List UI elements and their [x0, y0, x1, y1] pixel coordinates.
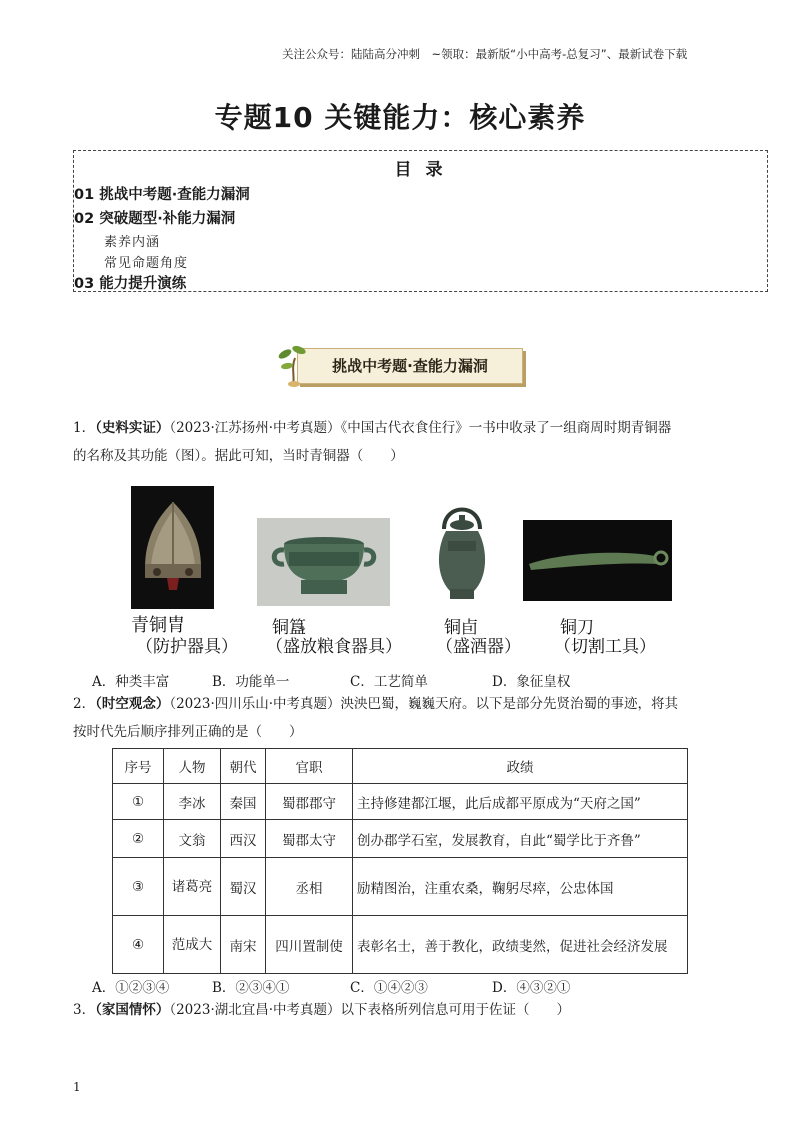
toc-item-num: 03 [74, 276, 95, 292]
question-text: （2023·湖北宜昌·中考真题）以下表格所列信息可用于佐证（ ） [169, 1002, 571, 1018]
question-2-line-1 [73, 690, 723, 718]
header-note: 关注公众号：陆陆高分冲刺 ~领取：最新版“小中高考-总复习”、最新试卷下载 [282, 47, 688, 61]
question-2-line-2: 按时代先后顺序排列正确的是（ ） [73, 724, 303, 740]
toc-subitem-angles[interactable]: 常见命题角度 [104, 256, 189, 271]
q1-option-b[interactable]: B．功能单一 [212, 674, 290, 690]
table-row [113, 784, 688, 820]
table-header-cell: 官职 [266, 749, 353, 784]
question-text: （2023·江苏扬州·中考真题）《中国古代衣食住行》一书中收录了一组商周时期青铜器 [169, 420, 672, 436]
bronze-knife-photo [523, 520, 672, 601]
table-cell: 四川置制使 [266, 916, 353, 974]
artifact-you-name: 铜卣 [444, 618, 478, 638]
toc-item-label: 突破题型·补能力漏洞 [99, 211, 236, 227]
table-row [113, 820, 688, 858]
question-tag: （史料实证） [95, 420, 170, 436]
q1-option-a[interactable]: A．种类丰富 [92, 674, 170, 690]
table-cell: 蜀汉 [221, 858, 266, 916]
question-text: （2023·四川乐山·中考真题）泱泱巴蜀，巍巍天府。以下是部分先贤治蜀的事迹，将其 [169, 696, 679, 712]
question-number: 2． [73, 696, 96, 712]
table-row [113, 916, 688, 974]
bronze-gui-vessel-photo [257, 518, 390, 606]
question-1-line-2: 的名称及其功能（图）。据此可知，当时青铜器（ ） [73, 448, 404, 464]
q2-option-b[interactable]: B．②③④① [212, 980, 290, 996]
toc-subitem-literacy[interactable]: 素养内涵 [104, 235, 161, 250]
governors-table [112, 748, 688, 974]
table-cell: ③ [113, 858, 164, 916]
bronze-helmet-photo [131, 486, 214, 609]
table-cell: ④ [113, 916, 164, 974]
toc-item-01[interactable] [74, 183, 250, 204]
question-tag: （时空观念） [95, 696, 170, 712]
toc-item-label: 挑战中考题·查能力漏洞 [99, 187, 250, 203]
q2-option-a[interactable]: A．①②③④ [92, 980, 170, 996]
table-of-contents [73, 150, 768, 292]
table-header-cell: 人物 [164, 749, 221, 784]
question-tag: （家国情怀） [95, 1002, 170, 1018]
table-cell: ① [113, 784, 164, 820]
question-1-line-1 [73, 414, 723, 442]
q1-option-d[interactable]: D．象征皇权 [492, 674, 571, 690]
toc-item-num: 02 [74, 211, 95, 227]
table-cell: 创办郡学石室，发展教育，自此“蜀学比于齐鲁” [353, 820, 688, 858]
toc-heading: 目 录 [394, 160, 447, 180]
artifact-helmet-name: 青铜胄 [131, 615, 185, 636]
table-cell: 丞相 [266, 858, 353, 916]
question-number: 3． [73, 1002, 96, 1018]
toc-item-num: 01 [74, 187, 95, 203]
table-cell: 文翁 [164, 820, 221, 858]
question-3-line-1 [73, 996, 723, 1024]
artifact-gui-name: 铜簋 [272, 618, 306, 638]
artifact-you-function: （盛酒器） [436, 637, 521, 657]
artifact-knife-function: （切割工具） [554, 637, 656, 657]
question-number: 1． [73, 420, 96, 436]
table-cell: 南宋 [221, 916, 266, 974]
page-title: 专题10 关键能力：核心素养 [214, 101, 586, 134]
q2-option-c[interactable]: C．①④②③ [350, 980, 428, 996]
toc-item-02[interactable] [74, 207, 235, 228]
table-cell: 范成大 [164, 916, 221, 974]
toc-item-03[interactable] [74, 272, 186, 293]
table-header-cell: 朝代 [221, 749, 266, 784]
q1-option-c[interactable]: C．工艺简单 [350, 674, 428, 690]
table-cell: 励精图治，注重农桑，鞠躬尽瘁，公忠体国 [353, 858, 688, 916]
table-cell: 表彰名士，善于教化，政绩斐然，促进社会经济发展 [353, 916, 688, 974]
table-cell: 诸葛亮 [164, 858, 221, 916]
q2-option-d[interactable]: D．④③②① [492, 980, 571, 996]
table-cell: 西汉 [221, 820, 266, 858]
banner-label: 挑战中考题·查能力漏洞 [332, 357, 488, 375]
bronze-you-vessel-photo [430, 497, 494, 605]
table-cell: ② [113, 820, 164, 858]
question-2-stem [73, 690, 723, 746]
table-cell: 李冰 [164, 784, 221, 820]
table-cell: 秦国 [221, 784, 266, 820]
table-header-cell: 政绩 [353, 749, 688, 784]
table-row [113, 858, 688, 916]
page-number: 1 [73, 1080, 81, 1094]
artifact-helmet-function: （防护器具） [136, 637, 238, 657]
artifact-knife-name: 铜刀 [560, 618, 594, 638]
question-1-stem [73, 414, 723, 470]
toc-item-label: 能力提升演练 [99, 276, 187, 292]
table-header-cell: 序号 [113, 749, 164, 784]
table-cell: 蜀郡郡守 [266, 784, 353, 820]
table-cell: 主持修建都江堰，此后成都平原成为“天府之国” [353, 784, 688, 820]
question-3-stem [73, 996, 723, 1024]
artifact-gui-function: （盛放粮食器具） [266, 637, 402, 657]
table-header-row [113, 749, 688, 784]
table-cell: 蜀郡太守 [266, 820, 353, 858]
section-banner [273, 342, 525, 388]
